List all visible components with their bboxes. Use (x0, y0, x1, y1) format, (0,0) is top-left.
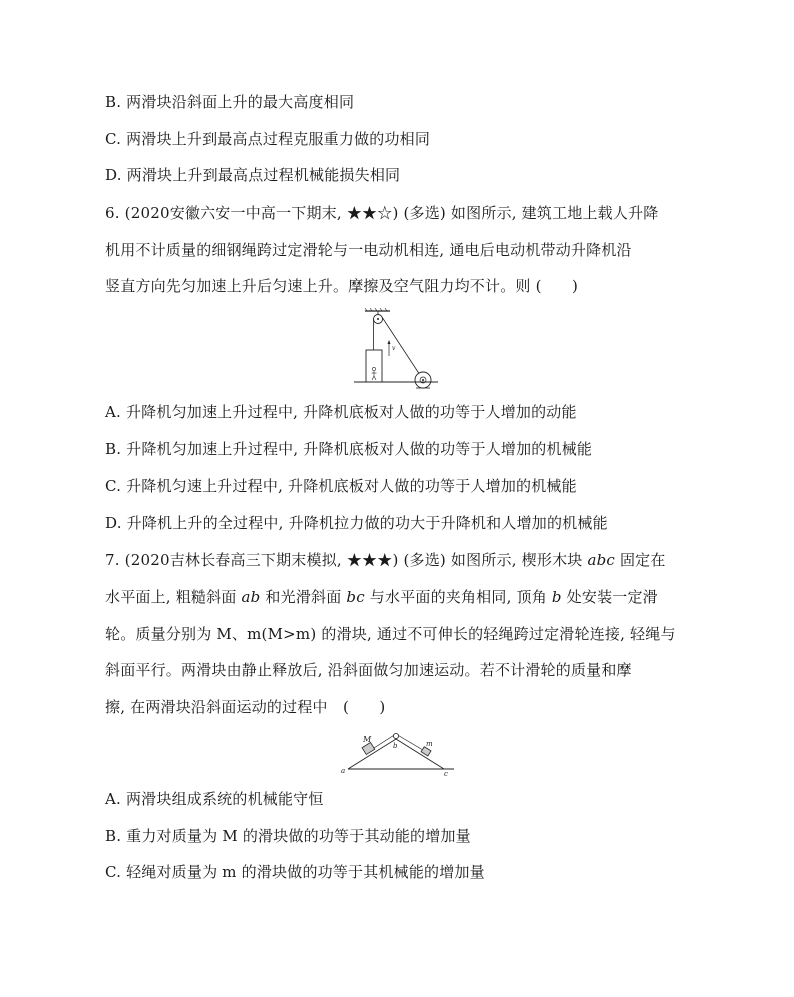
q7-var-ab: ab (241, 588, 261, 606)
q7-stem-line1 (105, 550, 666, 570)
label-b: b (393, 742, 398, 750)
q6-option-c: C. 升降机匀速上升过程中, 升降机底板对人做的功等于人增加的机械能 (105, 477, 577, 495)
label-m: m (426, 740, 433, 748)
q6-stem-line3: 竖直方向先匀加速上升后匀速上升。摩擦及空气阻力均不计。则 ( ) (105, 277, 579, 295)
label-M: M (363, 735, 372, 744)
q7-option-c: C. 轻绳对质量为 m 的滑块做的功等于其机械能的增加量 (105, 863, 485, 881)
q7-var-abc: abc (587, 551, 615, 569)
q6-stem-line2: 机用不计质量的细钢绳跨过定滑轮与一电动机相连, 通电后电动机带动升降机沿 (105, 241, 632, 259)
q7-stem-line1-b: 固定在 (615, 551, 666, 569)
option-c-prev: C. 两滑块上升到最高点过程克服重力做的功相同 (105, 130, 431, 148)
q6-elevator-figure (350, 308, 440, 390)
q7-stem-line2-c: 与水平面的夹角相同, 顶角 (364, 588, 552, 606)
q7-stem-line1-a: 7. (2020吉林长春高三下期末模拟, ★★★) (多选) 如图所示, 楔形木块 (105, 551, 588, 569)
q6-option-a: A. 升降机匀加速上升过程中, 升降机底板对人做的功等于人增加的动能 (105, 403, 577, 421)
option-b-prev: B. 两滑块沿斜面上升的最大高度相同 (105, 93, 355, 111)
q7-var-bc: bc (346, 588, 365, 606)
velocity-label: v (392, 345, 396, 352)
q7-option-a: A. 两滑块组成系统的机械能守恒 (105, 790, 324, 808)
q6-option-b: B. 升降机匀加速上升过程中, 升降机底板对人做的功等于人增加的机械能 (105, 440, 593, 458)
label-a: a (341, 767, 346, 775)
q7-wedge-figure (338, 728, 464, 780)
q7-option-b: B. 重力对质量为 M 的滑块做的功等于其动能的增加量 (105, 827, 471, 845)
q7-stem-line4: 斜面平行。两滑块由静止释放后, 沿斜面做匀加速运动。若不计滑轮的质量和摩 (105, 661, 632, 679)
q7-stem-line2 (105, 587, 658, 607)
q7-var-b: b (551, 588, 562, 606)
q7-stem-line2-d: 处安装一定滑 (561, 588, 658, 606)
label-c: c (444, 770, 448, 778)
option-d-prev: D. 两滑块上升到最高点过程机械能损失相同 (105, 166, 401, 184)
q7-stem-line3: 轮。质量分别为 M、m(M>m) 的滑块, 通过不可伸长的轻绳跨过定滑轮连接, 轻绳与 (105, 625, 676, 643)
q6-option-d: D. 升降机上升的全过程中, 升降机拉力做的功大于升降机和人增加的机械能 (105, 514, 608, 532)
q7-stem-line5: 擦, 在两滑块沿斜面运动的过程中 ( ) (105, 698, 386, 716)
q7-stem-line2-a: 水平面上, 粗糙斜面 (105, 588, 242, 606)
q7-stem-line2-b: 和光滑斜面 (260, 588, 347, 606)
q6-stem-line1: 6. (2020安徽六安一中高一下期末, ★★☆) (多选) 如图所示, 建筑工地上载人升降 (105, 204, 659, 222)
